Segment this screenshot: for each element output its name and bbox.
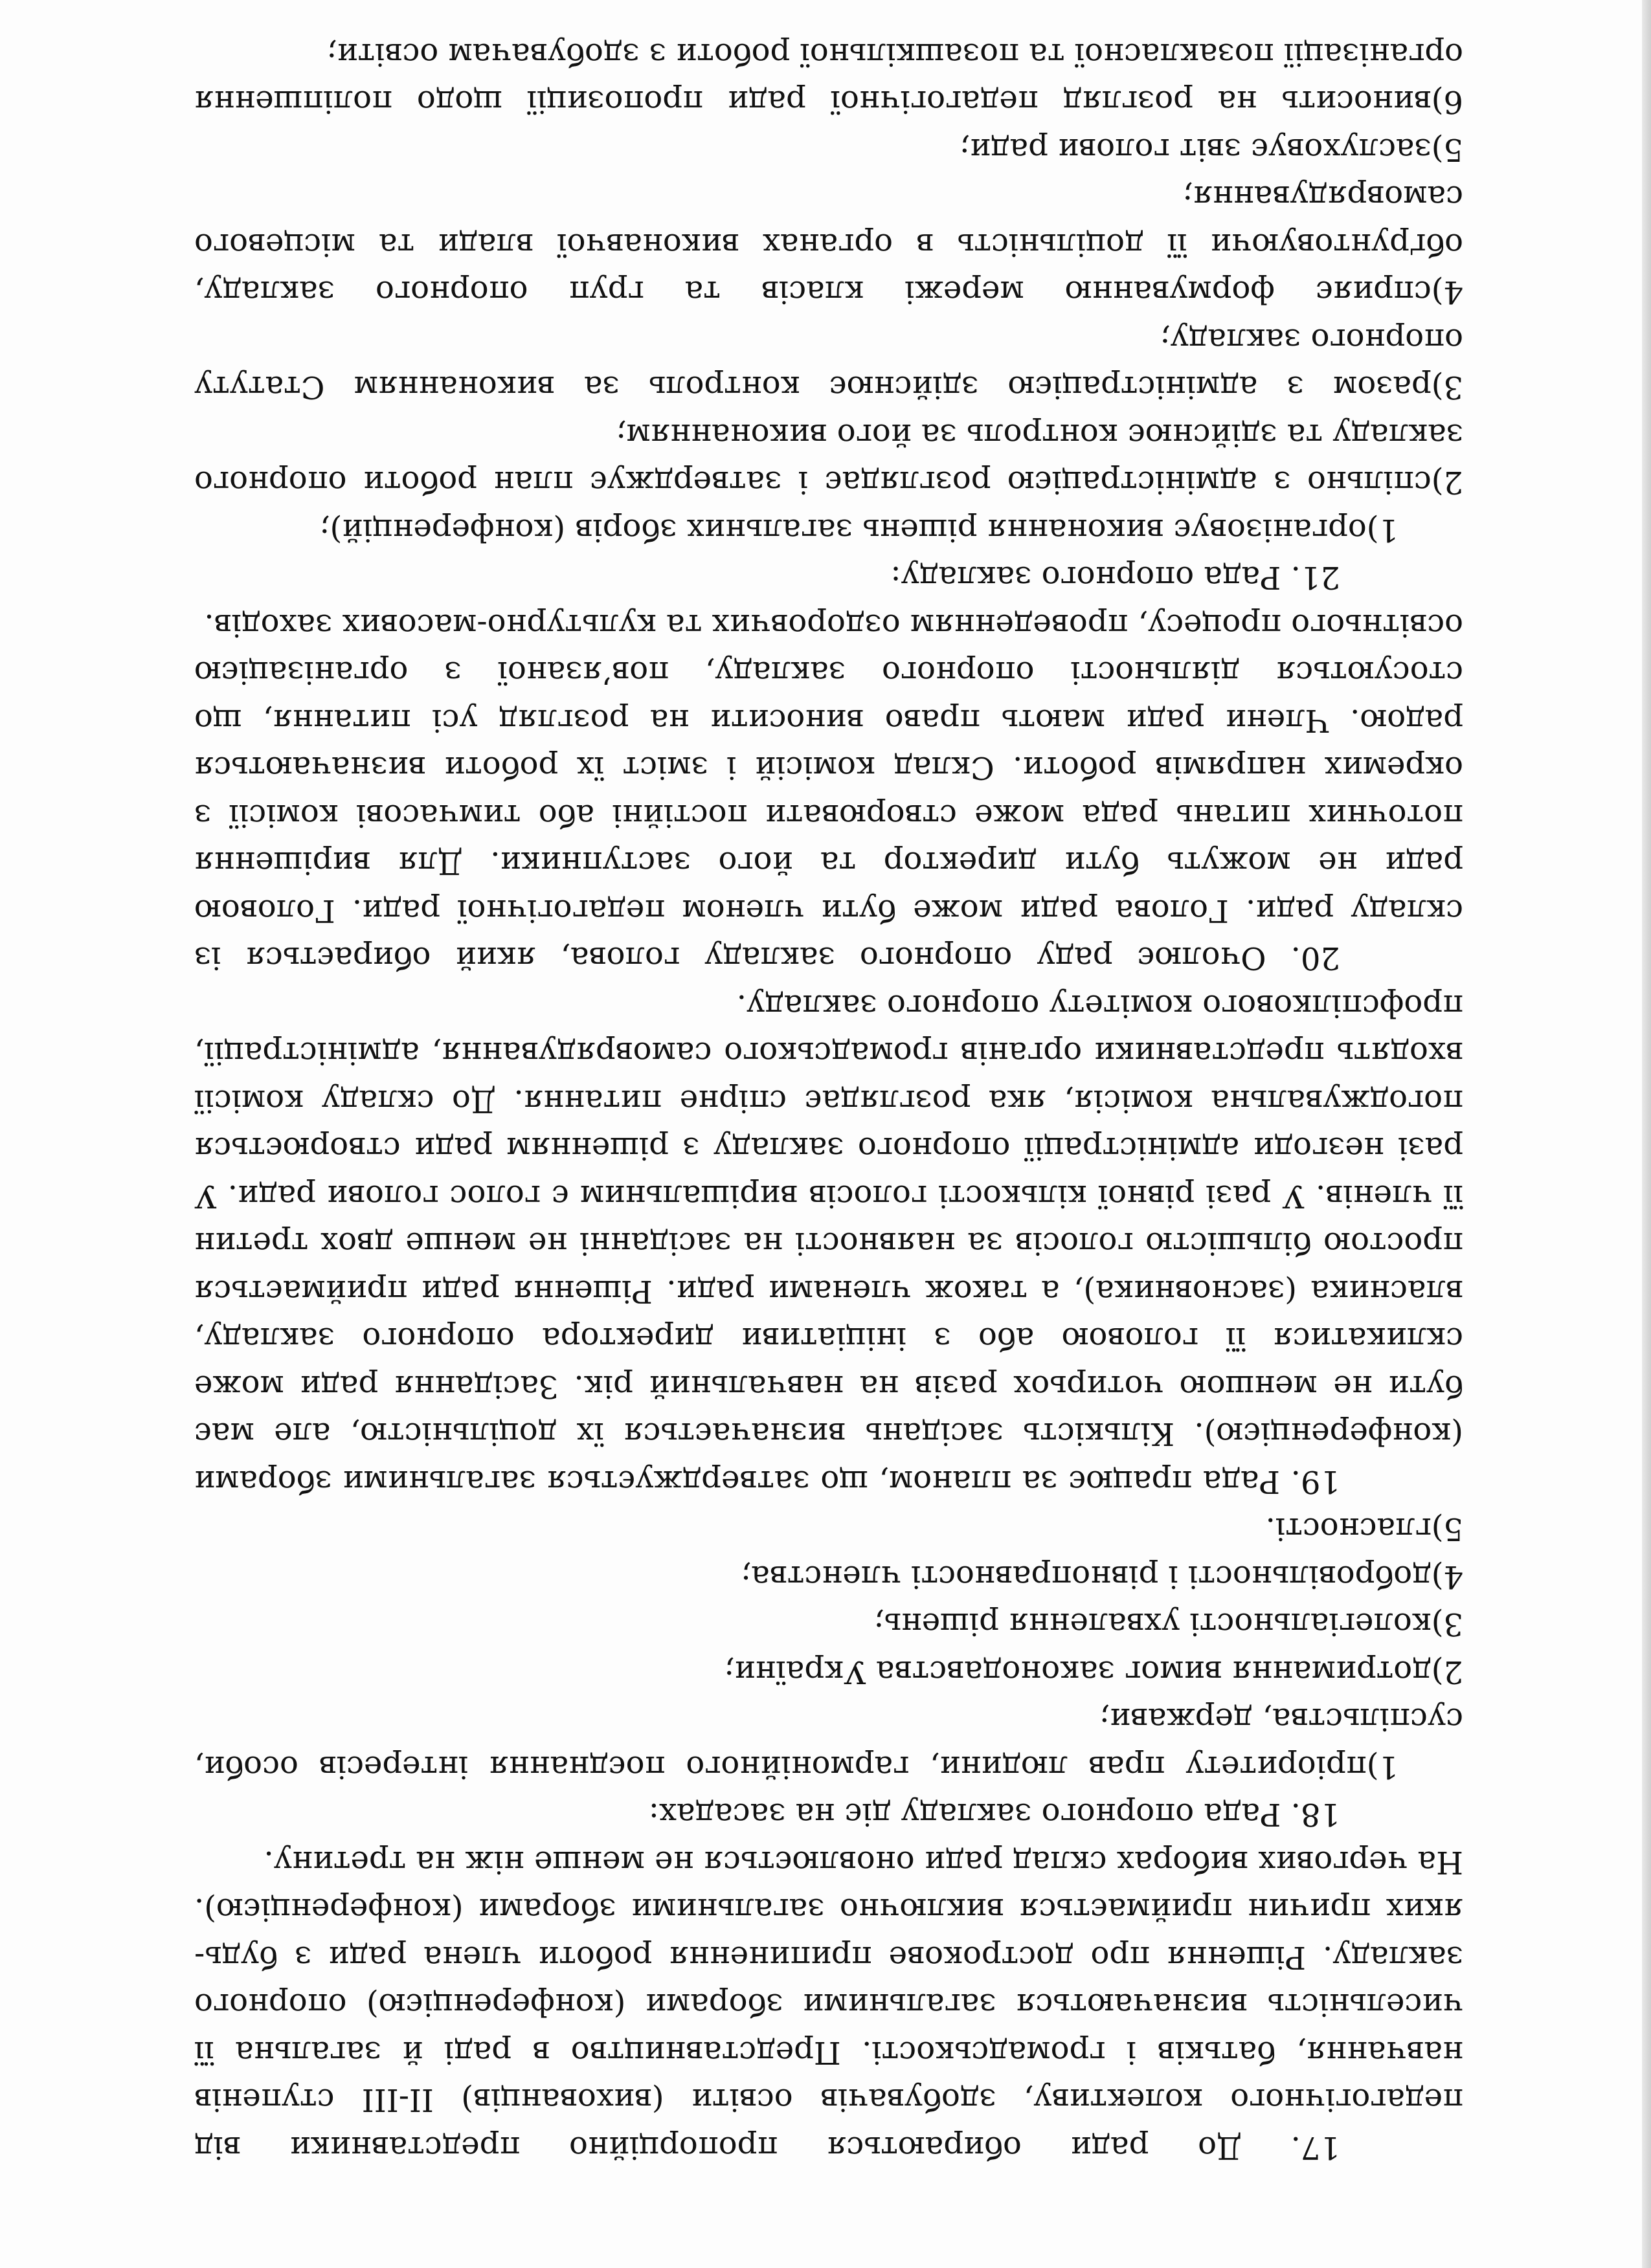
paragraph-19: 19. Рада працює за планом, що затверджується загальними зборами (конференцією). Кількість засідань визначається їх доцільністю, але має бути не меншою чотирьох разів на навчальний рік. Засідання ради може скликатися її головою або з ініціативи директора опорного закладу, власника (засновника), а також членами ради. Рішення ради приймається простою більшістю голосів за наявності на засіданні не менше двох третин її членів. У разі рівної кількості голосів вирішальним є голос голови ради. У разі незгоди адміністрації опорного закладу з рішенням ради створюється погоджувальна комісія, яка розглядає спірне питання. До складу комісії входять представники органів громадського самоврядування, адміністрації, профспілкового комітету опорного закладу. [194,988,1463,1500]
paragraph-20: 20. Очолює раду опорного закладу голова, який обирається із складу ради. Голова ради може бути членом педагогічної ради. Головою ради не можуть бути директор та його заступники. Для вирішення поточних питань рада може створювати постійні або тимчасові комісії з окремих напрямів роботи. Склад комісій і зміст їх роботи визначаються радою. Члени ради мають право виносити на розгляд усі питання, що стосуються діяльності опорного закладу, пов’язаної з організацією освітнього процесу, проведенням оздоровчих та культурно-масових заходів. [194,607,1463,977]
paragraph-18-item-5: 5)гласності. [1265,1511,1463,1548]
paragraph-21-item-2: 2)спільно з адміністрацією розглядає і затверджує план роботи опорного закладу та здійснює контроль за його виконанням; [194,417,1463,501]
paragraph-18-item-3: 3)колегіальності ухвалення рішень; [873,1606,1463,1643]
paragraph-21-item-4: 4)сприяє формуванню мережі класів та груп опорного закладу, обґрунтовуючи її доцільність в органах виконавчої влади та місцевого самоврядування; [194,179,1463,311]
paragraph-21-item-6: 6)виносить на розгляд педагогічної ради пропозиції щодо поліпшення організації позакласної та позашкільної роботи з здобувачам освіти; [194,36,1463,120]
paragraph-18-title: 18. Рада опорного закладу діє на засадах: [648,1796,1340,1833]
document-body [194,36,1463,2171]
paragraph-21-item-1: 1)організовує виконання рішень загальних зборів (конференцій); [319,512,1398,548]
paragraph-21-item-5: 5)заслуховує звіт голови ради; [959,131,1463,168]
paragraph-18-item-4: 4)добровільності і рівноправності членства; [741,1559,1463,1595]
paragraph-21-title: 21. Рада опорного закладу: [890,559,1340,596]
paragraph-18-item-2: 2)дотримання вимог законодавства України; [724,1654,1463,1690]
paragraph-18-item-1: 1)пріоритету прав людини, гармонійного поєднання інтересів особи, суспільства, держави; [194,1701,1463,1785]
paragraph-17: 17. До ради обираються пропорційно представники від педагогічного колективу, здобувачів освіти (вихованців) ІІ-ІІІ ступенів навчання, батьків і громадськості. Представництво в раді й загальна її чисельність визначаються загальними зборами (конференцією) опорного закладу. Рішення про дострокове припинення роботи члена ради з будь-яких причин приймається виключно загальними зборами (конференцією). На чергових виборах склад ради оновлюється не менше ніж на третину. [194,1844,1463,2166]
paragraph-21-item-3: 3)разом з адміністрацією здійснює контроль за виконанням Статуту опорного закладу; [194,322,1463,406]
